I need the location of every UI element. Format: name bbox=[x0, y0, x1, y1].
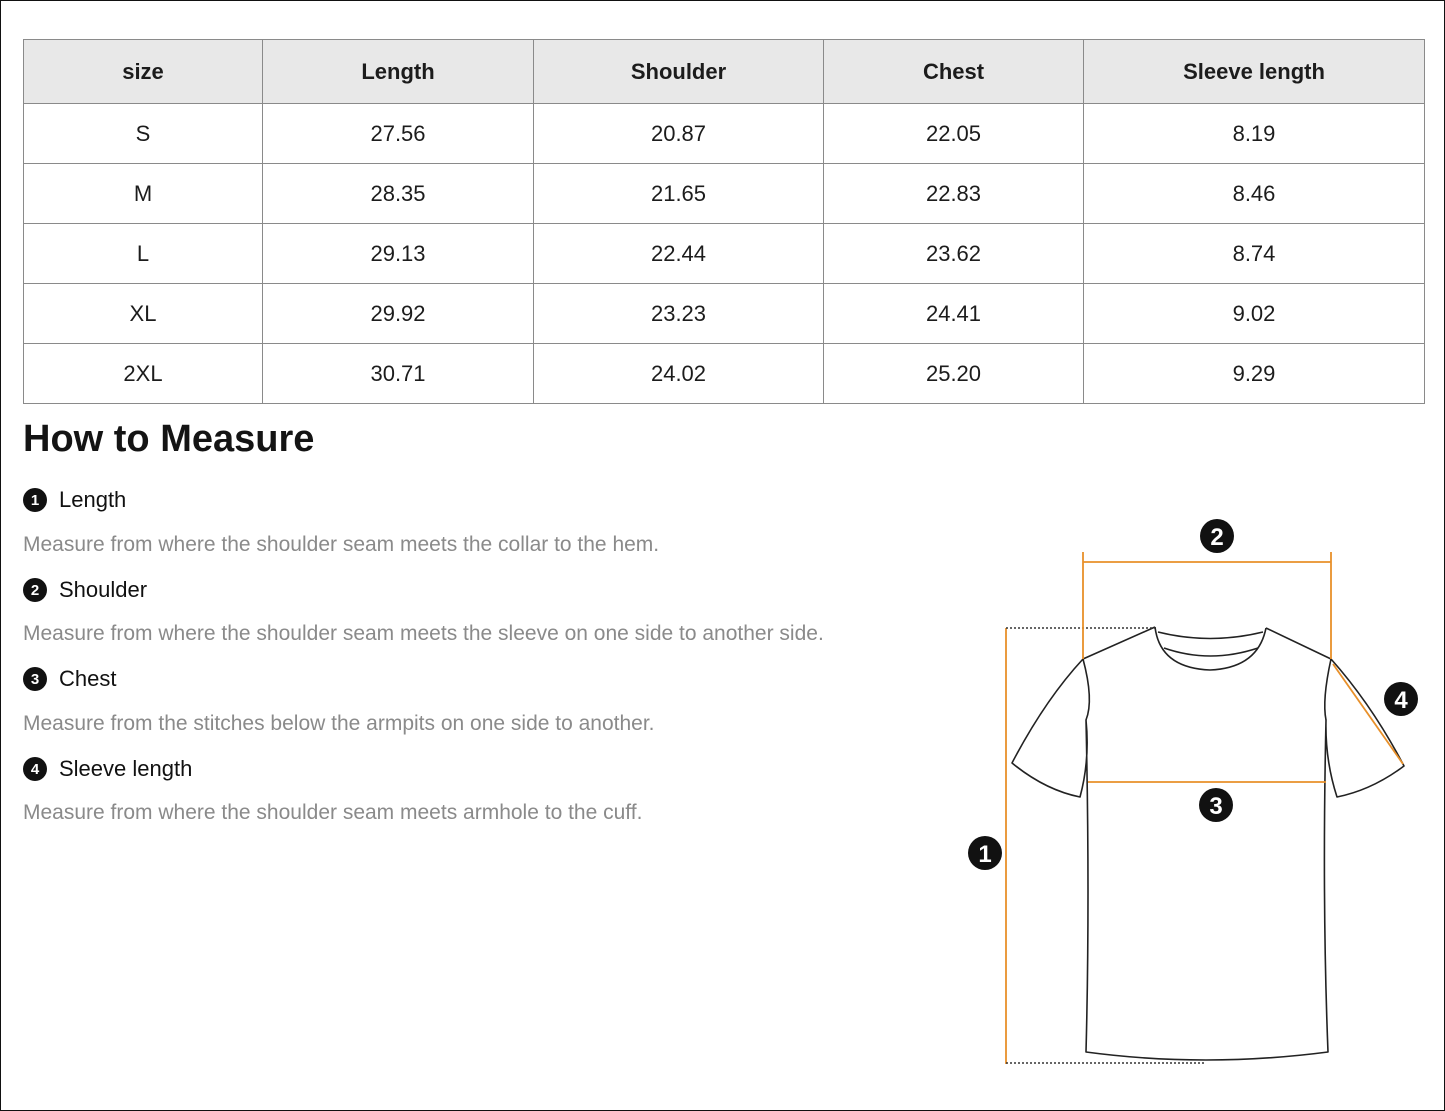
measure-item-length bbox=[23, 487, 126, 513]
cell-size: XL bbox=[24, 284, 263, 344]
table-row bbox=[24, 164, 1425, 224]
cell-size: M bbox=[24, 164, 263, 224]
header-size: size bbox=[24, 40, 263, 104]
cell-size: L bbox=[24, 224, 263, 284]
sleeve-measure-line bbox=[1333, 664, 1403, 764]
marker-4-icon bbox=[1384, 682, 1418, 716]
cell-shoulder: 23.23 bbox=[534, 284, 824, 344]
cell-length: 29.92 bbox=[263, 284, 534, 344]
cell-chest: 25.20 bbox=[824, 344, 1084, 404]
table-row bbox=[24, 104, 1425, 164]
header-length: Length bbox=[263, 40, 534, 104]
measure-item-label: Length bbox=[59, 487, 127, 512]
header-sleeve-length: Sleeve length bbox=[1084, 40, 1425, 104]
measure-item-label: Sleeve length bbox=[59, 756, 193, 781]
cell-length: 30.71 bbox=[263, 344, 534, 404]
cell-chest: 22.05 bbox=[824, 104, 1084, 164]
table-header-row bbox=[24, 40, 1425, 104]
marker-3-icon bbox=[1199, 788, 1233, 822]
cell-sleeve-length: 8.19 bbox=[1084, 104, 1425, 164]
marker-1-icon bbox=[968, 836, 1002, 870]
measure-item-chest bbox=[23, 666, 116, 692]
cell-shoulder: 20.87 bbox=[534, 104, 824, 164]
table-row bbox=[24, 344, 1425, 404]
measure-item-sleeve-length bbox=[23, 756, 192, 782]
cell-sleeve-length: 9.29 bbox=[1084, 344, 1425, 404]
t-shirt-icon bbox=[960, 510, 1430, 1080]
cell-shoulder: 21.65 bbox=[534, 164, 824, 224]
marker-2-icon bbox=[1200, 519, 1234, 553]
table-row bbox=[24, 224, 1425, 284]
cell-chest: 22.83 bbox=[824, 164, 1084, 224]
number-4-icon: 4 bbox=[23, 757, 47, 781]
cell-sleeve-length: 9.02 bbox=[1084, 284, 1425, 344]
cell-shoulder: 24.02 bbox=[534, 344, 824, 404]
table-row bbox=[24, 284, 1425, 344]
size-chart-table bbox=[23, 39, 1425, 404]
header-shoulder: Shoulder bbox=[534, 40, 824, 104]
cell-sleeve-length: 8.74 bbox=[1084, 224, 1425, 284]
measure-item-description: Measure from where the shoulder seam meets the sleeve on one side to another side. bbox=[23, 622, 824, 645]
number-3-icon: 3 bbox=[23, 667, 47, 691]
how-to-measure-title: How to Measure bbox=[23, 418, 315, 460]
cell-sleeve-length: 8.46 bbox=[1084, 164, 1425, 224]
measure-item-label: Shoulder bbox=[59, 577, 148, 602]
cell-chest: 23.62 bbox=[824, 224, 1084, 284]
cell-size: S bbox=[24, 104, 263, 164]
measure-item-label: Chest bbox=[59, 666, 117, 691]
measure-item-description: Measure from the stitches below the armpits on one side to another. bbox=[23, 712, 655, 735]
marker-2-label: 2 bbox=[1210, 524, 1224, 551]
cell-length: 29.13 bbox=[263, 224, 534, 284]
marker-3-label: 3 bbox=[1209, 793, 1223, 820]
t-shirt-outline bbox=[1012, 627, 1404, 1060]
measure-item-description: Measure from where the shoulder seam meets the collar to the hem. bbox=[23, 533, 660, 556]
cell-length: 27.56 bbox=[263, 104, 534, 164]
measure-item-shoulder bbox=[23, 577, 147, 603]
cell-shoulder: 22.44 bbox=[534, 224, 824, 284]
cell-chest: 24.41 bbox=[824, 284, 1084, 344]
header-chest: Chest bbox=[824, 40, 1084, 104]
cell-size: 2XL bbox=[24, 344, 263, 404]
marker-4-label: 4 bbox=[1394, 687, 1408, 714]
measure-item-description: Measure from where the shoulder seam meets armhole to the cuff. bbox=[23, 801, 643, 824]
cell-length: 28.35 bbox=[263, 164, 534, 224]
number-2-icon: 2 bbox=[23, 578, 47, 602]
marker-1-label: 1 bbox=[978, 841, 992, 868]
number-1-icon: 1 bbox=[23, 488, 47, 512]
